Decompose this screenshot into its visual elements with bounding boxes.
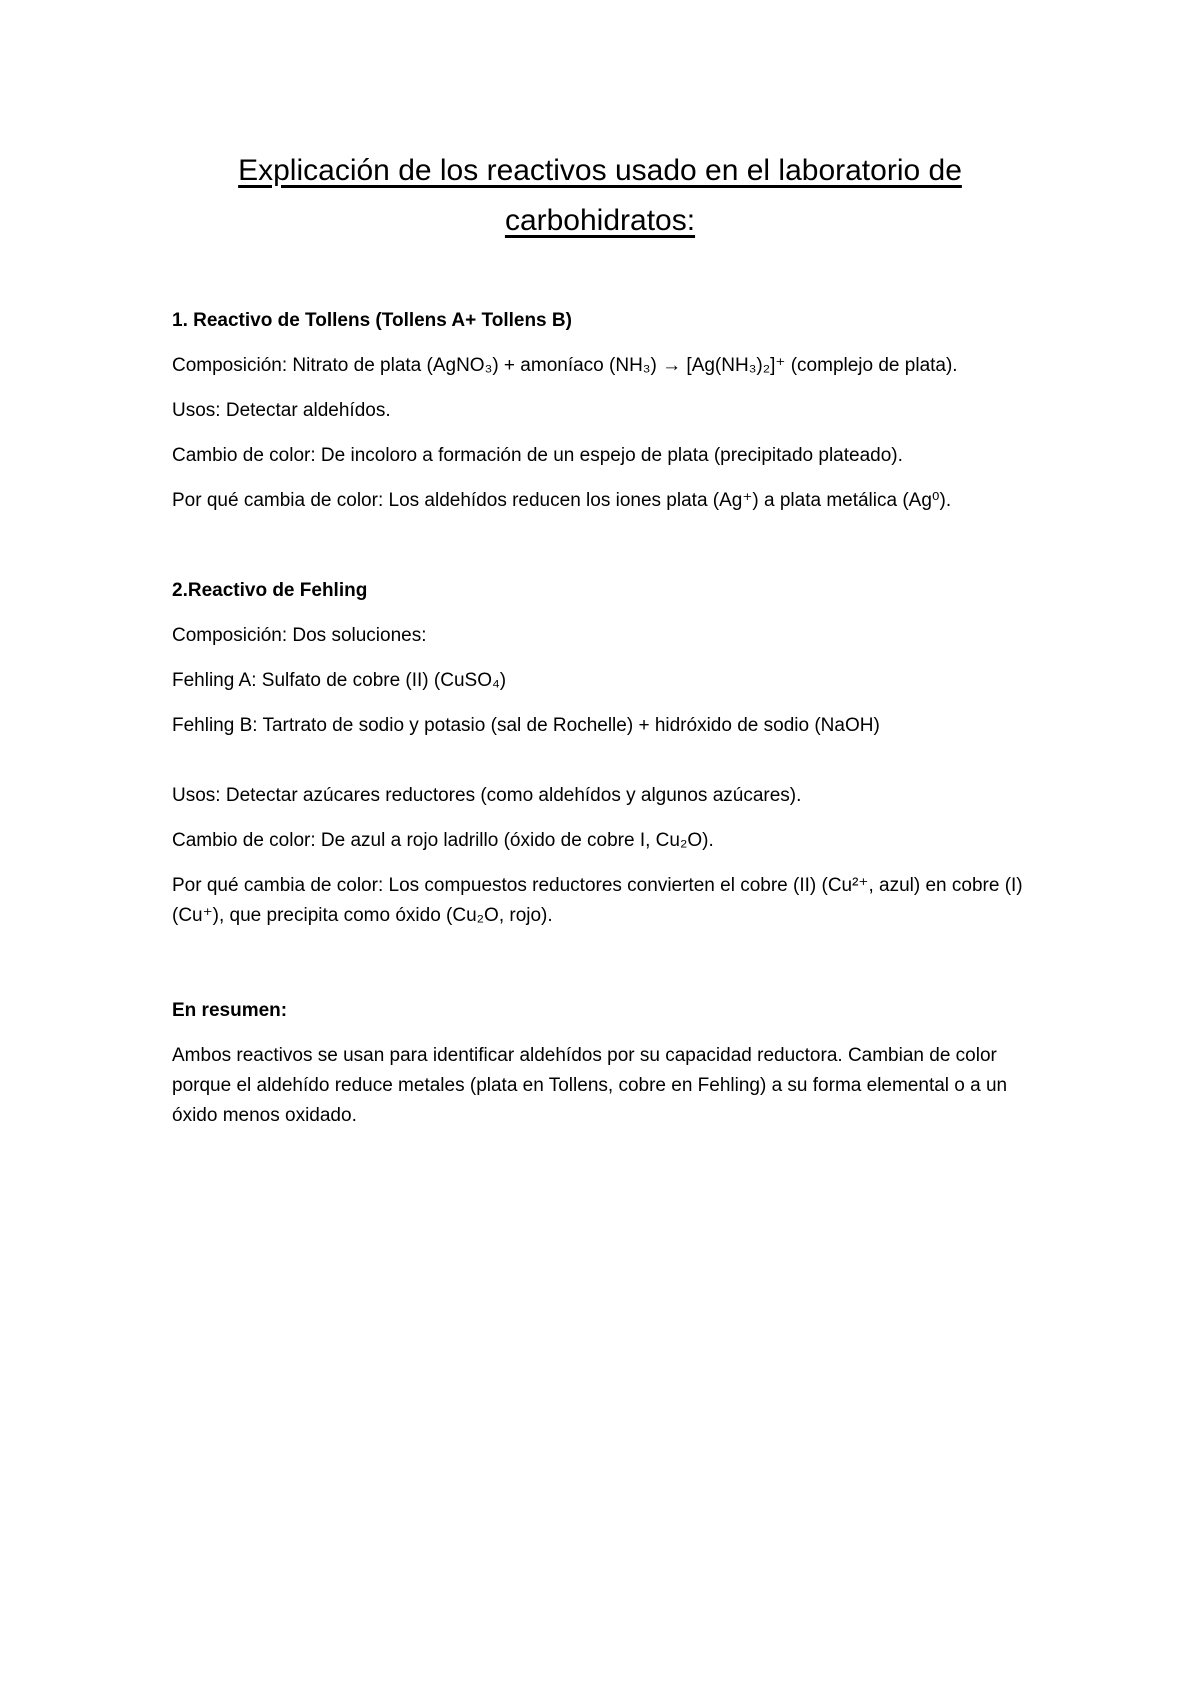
tollens-composition: Composición: Nitrato de plata (AgNO₃) + amoníaco (NH₃) → [Ag(NH₃)₂]⁺ (complejo de plata). [172, 355, 958, 376]
summary-text: Ambos reactivos se usan para identificar aldehídos por su capacidad reductora. Cambian de color porque el aldehído reduce metales (plata en Tollens, cobre en Fehling) a su forma elemental o a un óxido menos oxidado. [172, 1045, 1008, 1126]
fehling-uses: Usos: Detectar azúcares reductores (como aldehídos y algunos azúcares). [172, 785, 802, 806]
tollens-uses: Usos: Detectar aldehídos. [172, 400, 391, 421]
fehling-composition: Composición: Dos soluciones: [172, 625, 427, 646]
fehling-a: Fehling A: Sulfato de cobre (II) (CuSO₄) [172, 670, 507, 691]
page-title: Explicación de los reactivos usado en el laboratorio de carbohidratos: [238, 154, 962, 237]
tollens-color-change: Cambio de color: De incoloro a formación de un espejo de plata (precipitado plateado). [172, 445, 903, 466]
section-1-heading: 1. Reactivo de Tollens (Tollens A+ Tollens B) [172, 310, 572, 331]
section-2-heading: 2.Reactivo de Fehling [172, 580, 368, 601]
fehling-why: Por qué cambia de color: Los compuestos reductores convierten el cobre (II) (Cu²⁺, azul) en cobre (I) (Cu⁺), que precipita como óxido (Cu₂O, rojo). [172, 875, 1023, 926]
summary-heading: En resumen: [172, 1000, 288, 1021]
fehling-b: Fehling B: Tartrato de sodio y potasio (sal de Rochelle) + hidróxido de sodio (NaOH) [172, 715, 880, 736]
tollens-why: Por qué cambia de color: Los aldehídos reducen los iones plata (Ag⁺) a plata metálica (Ag⁰). [172, 490, 952, 511]
fehling-color-change: Cambio de color: De azul a rojo ladrillo (óxido de cobre I, Cu₂O). [172, 830, 714, 851]
